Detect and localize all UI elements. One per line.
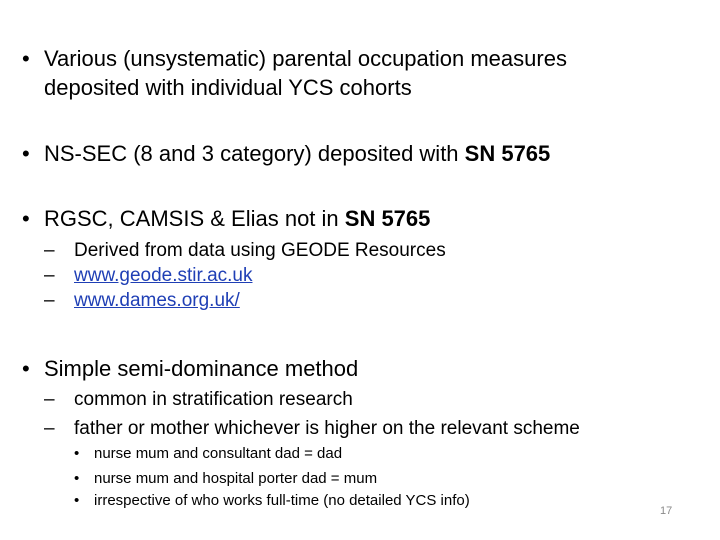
dash-icon: – [44,389,55,410]
dash-icon: – [44,290,55,311]
subsub-bullet-text: irrespective of who works full-time (no detailed YCS info) [94,492,470,509]
bullet-icon: • [22,46,30,71]
bullet-text-plain: RGSC, CAMSIS & Elias not in [44,206,345,231]
bullet-text-bold: SN 5765 [464,141,551,166]
subsub-bullet-text: nurse mum and hospital porter dad = mum [94,470,378,487]
bullet-icon: • [22,206,30,231]
bullet-text-bold: SN 5765 [344,206,431,231]
dash-icon: – [44,265,55,286]
subsub-bullet-text: nurse mum and consultant dad = dad [94,445,343,462]
sub-bullet-text: Derived from data using GEODE Resources [74,240,446,261]
dames-link[interactable]: www.dames.org.uk/ [74,290,240,311]
bullet-icon: • [22,356,30,381]
dash-icon: – [44,240,55,261]
bullet-text-line1: Various (unsystematic) parental occupation measures [44,46,567,71]
bullet-icon: • [22,141,30,166]
bullet-text [44,204,430,233]
bullet-icon: • [74,445,80,462]
page-number: 17 [660,505,673,517]
bullet-text-line2: deposited with individual YCS cohorts [44,75,412,100]
sub-bullet-text: common in stratification research [74,389,353,410]
geode-link[interactable]: www.geode.stir.ac.uk [74,265,253,286]
bullet-text [44,139,550,168]
bullet-text-plain: NS-SEC (8 and 3 category) deposited with [44,141,465,166]
sub-bullet-text: father or mother whichever is higher on the relevant scheme [74,418,580,439]
dash-icon: – [44,418,55,439]
bullet-icon: • [74,492,80,509]
bullet-icon: • [74,470,80,487]
bullet-text: Simple semi-dominance method [44,356,359,381]
